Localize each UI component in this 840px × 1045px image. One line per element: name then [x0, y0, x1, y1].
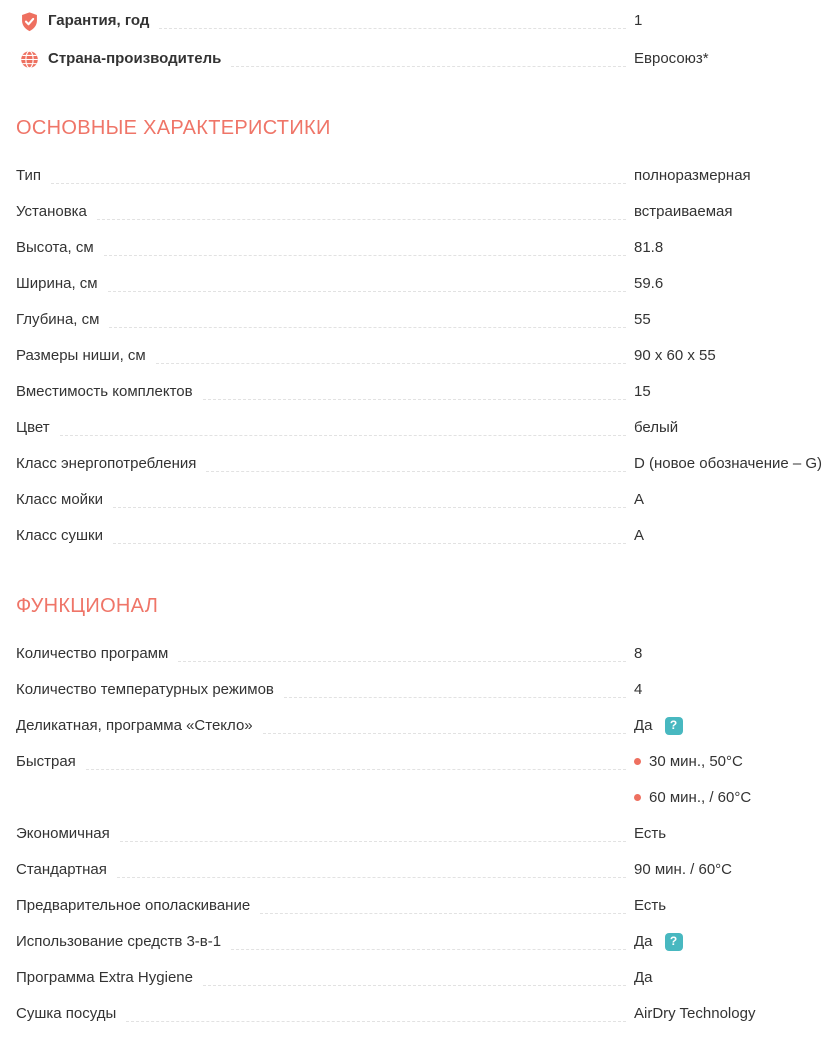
spec-value-text: Да: [634, 969, 653, 986]
spec-row: [16, 668, 836, 704]
section-title: ОСНОВНЫЕ ХАРАКТЕРИСТИКИ: [16, 117, 331, 139]
spec-label: Ширина, см: [16, 275, 98, 292]
dotted-leader: [108, 291, 626, 292]
spec-value: [634, 680, 836, 699]
dotted-leader: [97, 219, 626, 220]
dotted-leader: [203, 399, 626, 400]
spec-row: [16, 262, 836, 298]
spec-value-text: Есть: [634, 897, 667, 914]
spec-section: [16, 594, 836, 1028]
spec-label: Глубина, см: [16, 311, 100, 328]
spec-value-text: A: [634, 491, 645, 508]
spec-label: Класс сушки: [16, 527, 103, 544]
spec-value-text: 15: [634, 383, 651, 400]
dotted-leader: [86, 769, 626, 770]
spec-row: [16, 514, 836, 550]
spec-value-text: 81.8: [634, 239, 664, 256]
spec-row: [16, 370, 836, 406]
spec-label: Цвет: [16, 419, 50, 436]
spec-value-text: 59.6: [634, 275, 664, 292]
spec-value-text: полноразмерная: [634, 167, 751, 184]
spec-label: Деликатная, программа «Стекло»: [16, 717, 253, 734]
spec-value-text: 90 мин. / 60°C: [634, 861, 733, 878]
spec-label: Страна-производитель: [48, 50, 222, 67]
dotted-leader: [263, 733, 626, 734]
spec-value: [634, 752, 836, 771]
spec-row: [16, 154, 836, 190]
spec-value: [634, 454, 836, 473]
spec-value-text: 90 x 60 x 55: [634, 347, 716, 364]
spec-row: [16, 226, 836, 262]
dotted-leader: [206, 471, 626, 472]
dotted-leader: [109, 327, 626, 328]
spec-value-text: 8: [634, 645, 643, 662]
spec-row: [16, 704, 836, 740]
dotted-leader: [126, 1021, 626, 1022]
spec-row: [16, 478, 836, 514]
spec-value: [634, 382, 836, 401]
spec-value: [634, 932, 836, 951]
spec-value: [634, 274, 836, 293]
shield-check-icon: [19, 11, 40, 32]
spec-value-text: 30 мин., 50°C: [649, 753, 743, 770]
spec-value: [634, 716, 836, 735]
spec-row: [16, 740, 836, 776]
spec-value: [634, 968, 836, 987]
spec-row: [16, 190, 836, 226]
spec-value: [634, 644, 836, 663]
spec-value-text: AirDry Technology: [634, 1005, 756, 1022]
spec-label: Гарантия, год: [48, 12, 150, 29]
dotted-leader: [60, 435, 626, 436]
spec-label: Экономичная: [16, 825, 110, 842]
help-icon[interactable]: ?: [665, 717, 683, 735]
spec-label: Количество температурных режимов: [16, 681, 274, 698]
spec-label: Быстрая: [16, 753, 76, 770]
dotted-leader: [231, 66, 626, 67]
spec-label: Сушка посуды: [16, 1005, 117, 1022]
spec-value: [634, 526, 836, 545]
dotted-leader: [159, 28, 626, 29]
top-spec-row: [16, 38, 836, 76]
spec-value-text: 4: [634, 681, 643, 698]
spec-value-text: белый: [634, 419, 679, 436]
spec-value-text: 1: [634, 12, 643, 29]
globe-icon: [19, 49, 40, 70]
spec-row: [16, 298, 836, 334]
spec-value-text: Да: [634, 717, 653, 734]
spec-row: [16, 776, 836, 812]
spec-value: [634, 896, 836, 915]
dotted-leader: [51, 183, 626, 184]
help-icon[interactable]: ?: [665, 933, 683, 951]
spec-label: Размеры ниши, см: [16, 347, 146, 364]
spec-value: [634, 418, 836, 437]
spec-value-text: Есть: [634, 825, 667, 842]
spec-value-text: встраиваемая: [634, 203, 733, 220]
dotted-leader: [156, 363, 626, 364]
spec-label: Высота, см: [16, 239, 94, 256]
spec-value-text: Да: [634, 933, 653, 950]
spec-section: [16, 116, 836, 550]
spec-row: [16, 334, 836, 370]
dotted-leader: [120, 841, 626, 842]
section-title: ФУНКЦИОНАЛ: [16, 595, 159, 617]
spec-value-text: A: [634, 527, 645, 544]
dotted-leader: [117, 877, 626, 878]
dotted-leader: [284, 697, 626, 698]
dotted-leader: [113, 507, 626, 508]
spec-row: [16, 812, 836, 848]
spec-label: Класс мойки: [16, 491, 103, 508]
spec-label: Количество программ: [16, 645, 169, 662]
spec-label: Программа Extra Hygiene: [16, 969, 193, 986]
spec-value: [634, 166, 836, 185]
sections-container: [16, 116, 836, 1028]
spec-value: [634, 310, 836, 329]
spec-row: [16, 956, 836, 992]
spec-row: [16, 992, 836, 1028]
spec-label: Класс энергопотребления: [16, 455, 197, 472]
spec-label: Использование средств 3-в-1: [16, 933, 222, 950]
spec-value-text: 55: [634, 311, 651, 328]
dotted-leader: [203, 985, 626, 986]
bullet-icon: [634, 794, 641, 801]
top-spec-row: [16, 0, 836, 38]
spec-value: [634, 490, 836, 509]
top-specs-list: [16, 0, 836, 76]
spec-value-text: 60 мин., / 60°C: [649, 789, 752, 806]
spec-value: [634, 238, 836, 257]
spec-value: [634, 824, 836, 843]
spec-value: [634, 788, 836, 807]
spec-row: [16, 920, 836, 956]
spec-value-text: Евросоюз*: [634, 50, 709, 67]
dotted-leader: [104, 255, 626, 256]
spec-row: [16, 406, 836, 442]
spec-value: [634, 11, 836, 30]
spec-row: [16, 442, 836, 478]
spec-label: Стандартная: [16, 861, 107, 878]
spec-label: Установка: [16, 203, 87, 220]
spec-value: [634, 860, 836, 879]
spec-value: [634, 1004, 836, 1023]
spec-label: Предварительное ополаскивание: [16, 897, 251, 914]
spec-row: [16, 848, 836, 884]
spec-value: [634, 49, 836, 68]
dotted-leader: [231, 949, 626, 950]
spec-label: Вместимость комплектов: [16, 383, 193, 400]
bullet-icon: [634, 758, 641, 765]
spec-value: [634, 202, 836, 221]
dotted-leader: [260, 913, 626, 914]
spec-label: Тип: [16, 167, 42, 184]
spec-row: [16, 884, 836, 920]
spec-row: [16, 632, 836, 668]
spec-value-text: D (новое обозначение – G): [634, 455, 823, 472]
spec-value: [634, 346, 836, 365]
dotted-leader: [178, 661, 626, 662]
dotted-leader: [113, 543, 626, 544]
